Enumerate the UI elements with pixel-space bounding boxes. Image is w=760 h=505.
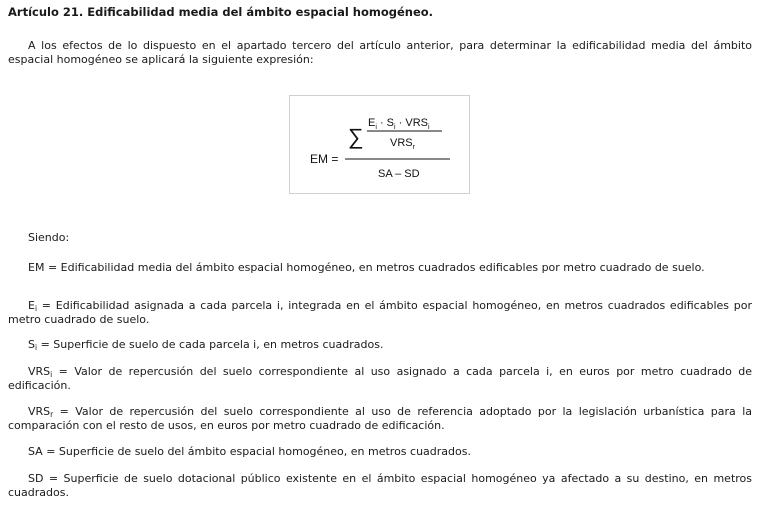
definition-si: $S_i$ = Superficie de suelo de cada parcela i, en metros cuadrados.	[28, 338, 384, 352]
definition-vrsr: $VRS_r$ = Valor de repercusión del suelo correspondiente al uso de referencia adoptado por la legislación urbanística para la comparación con el resto de usos, en euros por metro cuadrado de edificación.	[8, 405, 752, 432]
definition-sa: SA = Superficie de suelo del ámbito espacial homogéneo, en metros cuadrados.	[28, 445, 471, 458]
definition-vrsi: $VRS_i$ = Valor de repercusión del suelo correspondiente al uso asignado a cada parcela i, en euros por metro cuadrado de edificación.	[8, 365, 752, 392]
definition-em: EM = Edificabilidad media del ámbito espacial homogéneo, en metros cuadrados edificables por metro cuadrado de suelo.	[28, 261, 705, 274]
numerator-bottom: $VRS_r$	[390, 137, 415, 151]
definition-ei: $E_i$ = Edificabilidad asignada a cada parcela i, integrada en el ámbito espacial homogéneo, en metros cuadrados edificables por metro cuadrado de suelo.	[8, 299, 752, 326]
formula-svg	[290, 96, 471, 195]
denominator: SA – SD	[378, 168, 420, 180]
sum-symbol: ∑	[348, 124, 364, 149]
definitions-intro: Siendo:	[28, 231, 70, 244]
article-title: Artículo 21. Edificabilidad media del ámbito espacial homogéneo.	[8, 5, 434, 19]
formula-lhs: EM =	[310, 152, 339, 166]
intro-paragraph: A los efectos de lo dispuesto en el apartado tercero del artículo anterior, para determinar la edificabilidad media del ámbito espacial homogéneo se aplicará la siguiente expresión:	[8, 39, 752, 66]
numerator-top: $E_i \cdot S_i \cdot VRS_i$	[368, 117, 430, 131]
definition-sd: SD = Superficie de suelo dotacional público existente en el ámbito espacial homogéneo ya afectado a su destino, en metros cuadrados.	[8, 472, 752, 499]
formula-box	[289, 95, 470, 194]
